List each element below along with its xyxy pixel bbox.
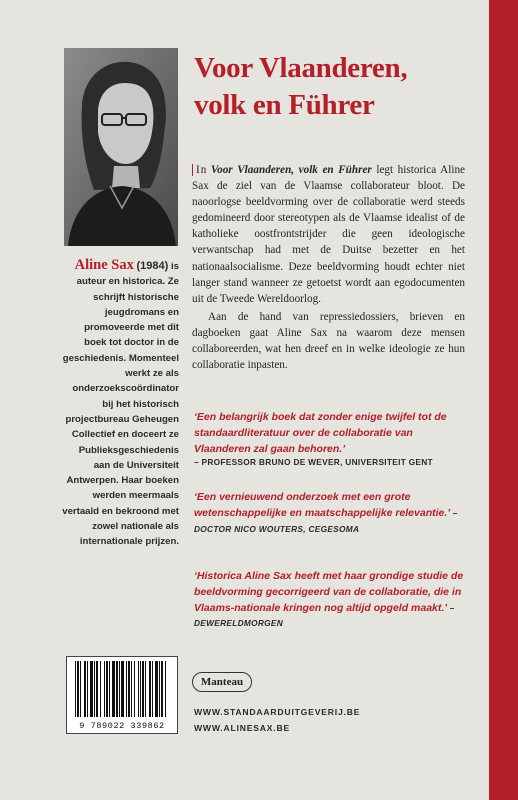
blurb-paragraph-2: Aan de hand van repressiedossiers, brieven en dagboeken gaat Aline Sax na waarom deze mensen collaboreerden, wat hen dreef en in welke ideologie ze hun collaboratie inpasten. [192,310,465,372]
barcode-bar [119,661,120,717]
blurb-paragraph-1 [192,162,465,307]
barcode-bar [165,661,166,717]
barcode-bar [100,661,101,717]
barcode-bar [112,661,115,717]
barcode-bar [138,661,139,717]
review-quote-2 [194,490,470,537]
barcode-bar [96,661,98,717]
barcode-bar [106,661,108,717]
barcode-bar [145,661,146,717]
book-title [194,50,484,124]
author-photo [64,48,178,246]
isbn-barcode [66,656,178,734]
barcode-bar [142,661,144,717]
isbn-digits: 9 789022 339862 [79,721,165,731]
quote-source: – PROFESSOR BRUNO DE WEVER, UNIVERSITEIT GENT [194,457,433,468]
barcode-bar [121,661,124,717]
barcode-bar [131,661,132,717]
barcode-bar [126,661,127,717]
barcode-bar [94,661,95,717]
quote-text [194,569,470,632]
title-line-1: Voor Vlaanderen, [194,52,408,84]
publisher-logo [192,672,252,692]
title-line-2: volk en Führer [194,89,375,121]
quote-source: – DEWERELDMORGEN [194,602,455,629]
blurb-rest: legt historica Aline Sax de ziel van de Vlaamse collaborateur bloot. De naoorlogse beeldvorming over de collaboratie werd steeds gedomineerd door stereotypen als de Vlaamse idealist of de katholieke oostfrontstrijder die geen ideologische verwantschap had met de Duitse bezetter en het nationaalsocialisme. Deze beeldvorming houdt echter niet langer stand wanneer ze getoetst wordt aan egodocumenten uit de Tweede Wereldoorlog. [192,164,466,305]
url-publisher[interactable]: WWW.STANDAARDUITGEVERIJ.BE [194,707,361,717]
barcode-bar [104,661,105,717]
quote-text-content: ‘Historica Aline Sax heeft met haar grondige studie de beeldvorming gecorrigeerd van de collaboratie, die in Vlaams-nationale kringen nog altijd opgeld maakt.’ [194,570,464,614]
barcode-bar [75,661,76,717]
barcode-bar [116,661,118,717]
author-bio-text: is auteur en historica. Ze schrijft historische jeugdromans en promoveerde met dit boek tot doctor in de geschiedenis. Momenteel werkt ze als onderzoekscoördinator bij het historisch projectbureau Geheugen Collectief en doceert ze Publieksgeschiedenis aan de Universiteit Antwerpen. Haar boeken werden meermaals vertaald en bekroond met zowel nationale als internationale prijzen. [62,261,179,548]
barcode-bar [152,661,153,717]
barcode-bar [159,661,160,717]
barcode-bars [67,661,177,721]
barcode-bar [84,661,86,717]
barcode-bar [109,661,110,717]
url-author[interactable]: WWW.ALINESAX.BE [194,723,291,733]
blurb-title: Voor Vlaanderen, volk en Führer [210,164,372,176]
barcode-bar [155,661,158,717]
barcode-bar [149,661,151,717]
barcode-bar [90,661,93,717]
barcode-bar [161,661,163,717]
blurb [192,162,465,373]
dropcap: I [192,164,200,176]
author-name: Aline Sax [74,257,134,273]
review-quote-1 [194,410,470,467]
quote-text-content: ‘Een vernieuwend onderzoek met een grote wetenschappelijke en maatschappelijke relevantie.’ [194,491,450,519]
barcode-bar [80,661,81,717]
author-bio [62,258,179,550]
spine-stripe [489,0,518,800]
barcode-bar [87,661,88,717]
publisher-logo-text: Manteau [200,676,244,688]
quote-source: – DOCTOR NICO WOUTERS, CEGESOMA [194,507,458,534]
blurb-start: n [200,164,211,176]
barcode-bar [77,661,79,717]
barcode-bar [134,661,135,717]
author-year: (1984) [136,260,169,272]
quote-text [194,490,470,537]
barcode-bar [128,661,130,717]
review-quote-3 [194,569,470,632]
barcode-bar [140,661,141,717]
quote-text: ‘Een belangrijk boek dat zonder enige twijfel tot de standaardliteratuur over de collaboratie van Vlaanderen zal gaan behoren.’ [194,411,447,455]
